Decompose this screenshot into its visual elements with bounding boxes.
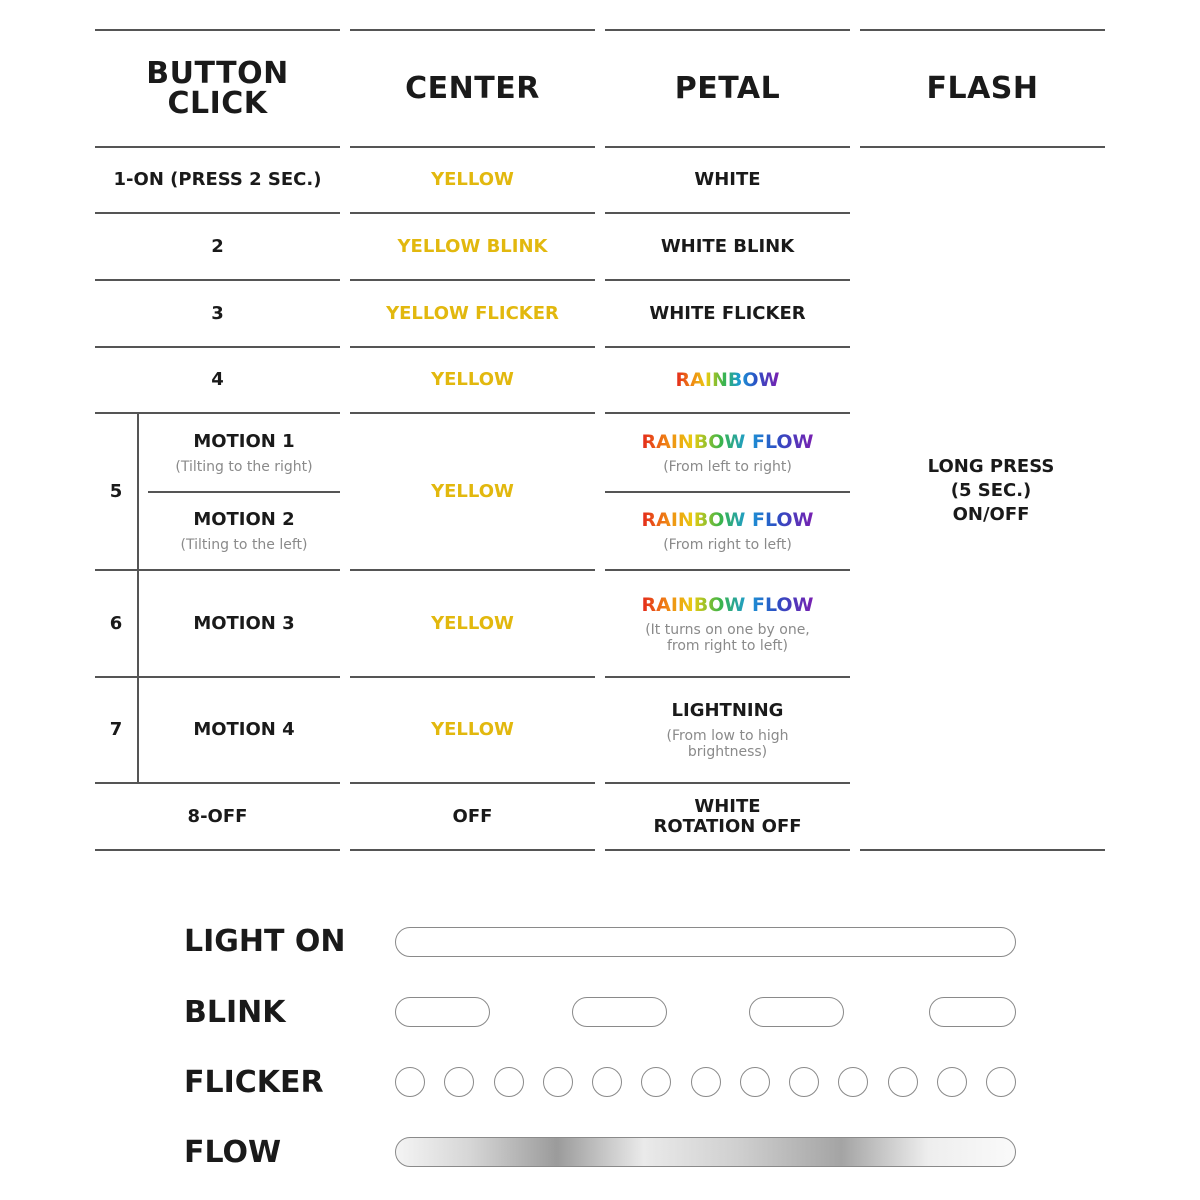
- petal-note-line2: from right to left): [666, 637, 789, 654]
- table-bottom-rule: [860, 849, 1105, 851]
- flicker-dot: [838, 1067, 868, 1097]
- motion1-note: (Tilting to the right): [175, 458, 313, 475]
- header-button-line1: BUTTON: [146, 55, 289, 91]
- row4-petal: [605, 348, 850, 412]
- row1-center: YELLOW: [431, 169, 514, 190]
- row5-motion2: [148, 493, 340, 569]
- flicker-dot: [592, 1067, 622, 1097]
- flicker-dot: [691, 1067, 721, 1097]
- flicker-dot: [740, 1067, 770, 1097]
- row4-button: 4: [211, 369, 224, 390]
- row5-petal-motion1: [605, 414, 850, 491]
- flicker-dot: [986, 1067, 1016, 1097]
- table-bottom-rule: [605, 849, 850, 851]
- petal-note-line1: (From low to high: [666, 728, 789, 744]
- row5-center: YELLOW: [431, 480, 514, 502]
- motion2-label: MOTION 2: [193, 509, 295, 530]
- header-button-line2: CLICK: [167, 85, 268, 121]
- row2-petal: WHITE BLINK: [660, 235, 795, 257]
- row6-petal: [605, 571, 850, 676]
- motion1-label: MOTION 1: [193, 430, 295, 452]
- row3-button: 3: [211, 302, 224, 324]
- table-bottom-rule: [95, 849, 340, 851]
- row1-petal: WHITE: [694, 169, 761, 190]
- rainbow-flow-label: RAINBOW FLOW: [641, 509, 814, 531]
- blink-segment: [749, 997, 844, 1027]
- row2-center: YELLOW BLINK: [397, 235, 548, 257]
- row7-number: 7: [109, 719, 123, 740]
- rainbow-flow-label: RAINBOW FLOW: [641, 593, 814, 616]
- blink-segment: [929, 997, 1016, 1027]
- flicker-dot: [494, 1067, 524, 1097]
- row5-petal-motion2: [605, 493, 850, 569]
- row8-petal: [605, 784, 850, 849]
- flash-cell: [860, 148, 1122, 833]
- petal-note-line2: brightness): [687, 744, 768, 760]
- petal-note-line1: (It turns on one by one,: [645, 621, 810, 638]
- row7-motion: MOTION 4: [193, 719, 295, 740]
- rainbow-flow-label: RAINBOW FLOW: [641, 430, 814, 453]
- row6-motion: MOTION 3: [193, 612, 295, 634]
- petal-note: (From right to left): [663, 537, 792, 553]
- flash-line3: ON/OFF: [952, 503, 1030, 525]
- header-petal: PETAL: [674, 70, 781, 106]
- petal-note: (From left to right): [663, 458, 792, 475]
- flash-line2: (5 SEC.): [950, 479, 1032, 501]
- row6-center: YELLOW: [431, 612, 514, 634]
- row6-number: 6: [109, 612, 123, 634]
- row4-center: YELLOW: [431, 369, 514, 390]
- row2-button: 2: [211, 235, 224, 257]
- row8-petal-line2: ROTATION OFF: [653, 815, 802, 837]
- flicker-dot: [888, 1067, 918, 1097]
- header-flash: FLASH: [926, 70, 1039, 106]
- lightning-label: LIGHTNING: [671, 700, 784, 721]
- legend-flicker-label: FLICKER: [184, 1065, 324, 1100]
- header-button-click: [95, 31, 340, 146]
- row8-button: 8-OFF: [187, 805, 248, 827]
- flicker-dot: [395, 1067, 425, 1097]
- motion2-note: (Tilting to the left): [180, 537, 308, 553]
- row5-number: 5: [109, 480, 123, 502]
- flicker-dot: [789, 1067, 819, 1097]
- rainbow-label: RAINBOW: [675, 369, 780, 391]
- legend-flow-label: FLOW: [184, 1135, 282, 1170]
- flicker-dot: [937, 1067, 967, 1097]
- flicker-dot: [543, 1067, 573, 1097]
- flicker-dot: [444, 1067, 474, 1097]
- light-on-bar: [395, 927, 1016, 957]
- blink-segment: [395, 997, 490, 1027]
- row3-petal: WHITE FLICKER: [649, 302, 806, 324]
- flash-line1: LONG PRESS: [927, 455, 1055, 477]
- flicker-dot: [641, 1067, 671, 1097]
- flow-gradient-bar: [395, 1137, 1016, 1167]
- header-center: CENTER: [405, 70, 540, 106]
- number-divider: [137, 414, 139, 782]
- row5-motion1: [148, 414, 340, 491]
- row7-petal: [605, 678, 850, 782]
- row1-button: 1-ON (PRESS 2 SEC.): [113, 169, 322, 190]
- legend-blink-label: BLINK: [184, 995, 286, 1030]
- table-bottom-rule: [350, 849, 595, 851]
- legend-light-on-label: LIGHT ON: [184, 924, 346, 959]
- blink-segment: [572, 997, 667, 1027]
- row8-center: OFF: [452, 805, 493, 827]
- row8-petal-line1: WHITE: [694, 795, 761, 817]
- row7-center: YELLOW: [431, 719, 514, 740]
- row3-center: YELLOW FLICKER: [386, 302, 559, 324]
